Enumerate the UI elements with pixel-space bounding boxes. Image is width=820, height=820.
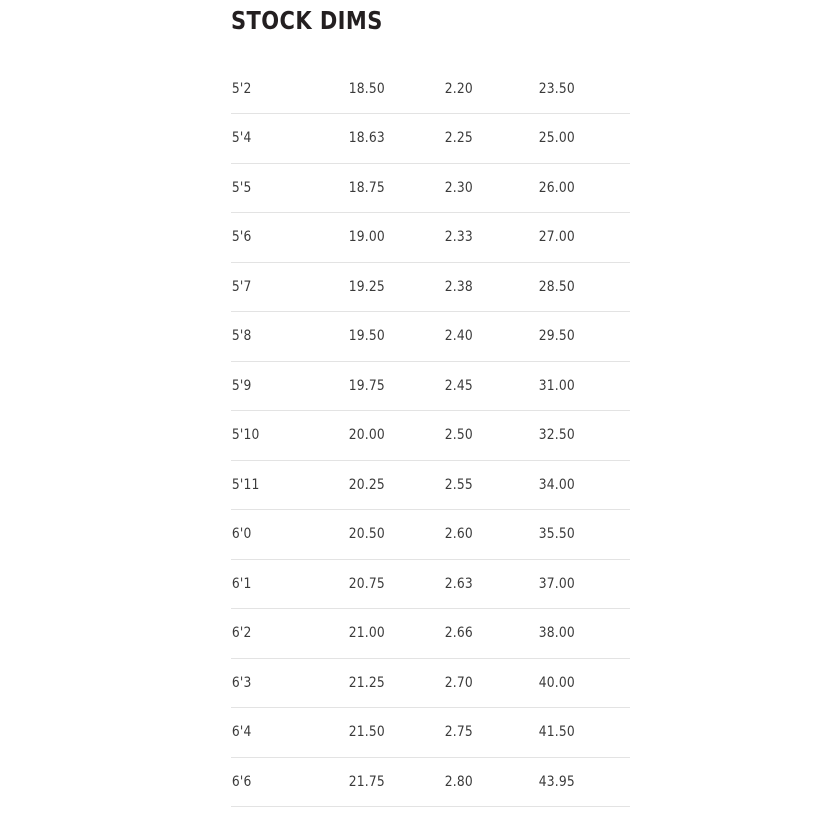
table-cell-width: 19.50 xyxy=(347,312,431,362)
table-cell-width: 20.00 xyxy=(347,411,431,461)
table-cell-width: 18.75 xyxy=(347,163,431,213)
table-row xyxy=(231,460,630,510)
table-cell-thickness: 2.30 xyxy=(443,163,526,213)
table-cell-width: 21.50 xyxy=(347,708,431,758)
table-cell-volume: 37.00 xyxy=(537,559,619,609)
table-cell-length: 6'4 xyxy=(231,708,333,758)
table-cell-volume: 28.50 xyxy=(537,262,619,312)
table-cell-volume: 23.50 xyxy=(537,64,619,114)
table-cell-thickness: 2.75 xyxy=(443,708,526,758)
table-cell-length: 5'5 xyxy=(231,163,333,213)
table-cell-volume: 26.00 xyxy=(537,163,619,213)
table-cell-thickness: 2.38 xyxy=(443,262,526,312)
table-row xyxy=(231,114,630,164)
stock-dims-table xyxy=(231,64,630,807)
table-cell-width: 21.25 xyxy=(347,658,431,708)
table-cell-thickness: 2.25 xyxy=(443,114,526,164)
table-row xyxy=(231,163,630,213)
table-row xyxy=(231,510,630,560)
table-cell-width: 20.75 xyxy=(347,559,431,609)
table-row xyxy=(231,312,630,362)
table-cell-volume: 35.50 xyxy=(537,510,619,560)
table-row xyxy=(231,658,630,708)
table-cell-volume: 25.00 xyxy=(537,114,619,164)
table-cell-thickness: 2.33 xyxy=(443,213,526,263)
table-cell-thickness: 2.60 xyxy=(443,510,526,560)
table-cell-width: 21.75 xyxy=(347,757,431,807)
table-cell-width: 21.00 xyxy=(347,609,431,659)
table-cell-volume: 43.95 xyxy=(537,757,619,807)
stock-dims-table-wrapper xyxy=(231,64,623,807)
table-cell-width: 19.00 xyxy=(347,213,431,263)
table-cell-width: 18.63 xyxy=(347,114,431,164)
stock-dims-table-body xyxy=(231,64,630,807)
table-cell-length: 5'8 xyxy=(231,312,333,362)
table-cell-thickness: 2.70 xyxy=(443,658,526,708)
table-cell-length: 5'7 xyxy=(231,262,333,312)
table-row xyxy=(231,708,630,758)
table-cell-length: 6'6 xyxy=(231,757,333,807)
table-cell-thickness: 2.50 xyxy=(443,411,526,461)
table-cell-volume: 38.00 xyxy=(537,609,619,659)
table-cell-length: 5'10 xyxy=(231,411,333,461)
table-cell-volume: 32.50 xyxy=(537,411,619,461)
table-cell-length: 5'2 xyxy=(231,64,333,114)
table-row xyxy=(231,559,630,609)
table-cell-volume: 34.00 xyxy=(537,460,619,510)
table-cell-thickness: 2.40 xyxy=(443,312,526,362)
table-cell-width: 19.75 xyxy=(347,361,431,411)
table-cell-volume: 41.50 xyxy=(537,708,619,758)
table-cell-thickness: 2.66 xyxy=(443,609,526,659)
table-cell-width: 18.50 xyxy=(347,64,431,114)
table-cell-thickness: 2.55 xyxy=(443,460,526,510)
table-row xyxy=(231,757,630,807)
table-cell-volume: 29.50 xyxy=(537,312,619,362)
table-row xyxy=(231,361,630,411)
table-cell-length: 6'0 xyxy=(231,510,333,560)
table-cell-thickness: 2.20 xyxy=(443,64,526,114)
table-cell-thickness: 2.63 xyxy=(443,559,526,609)
table-cell-volume: 40.00 xyxy=(537,658,619,708)
page-title: STOCK DIMS xyxy=(231,6,383,35)
table-cell-volume: 27.00 xyxy=(537,213,619,263)
table-cell-width: 19.25 xyxy=(347,262,431,312)
table-cell-length: 5'11 xyxy=(231,460,333,510)
table-cell-width: 20.25 xyxy=(347,460,431,510)
table-cell-length: 5'4 xyxy=(231,114,333,164)
table-cell-length: 5'6 xyxy=(231,213,333,263)
table-cell-thickness: 2.80 xyxy=(443,757,526,807)
table-row xyxy=(231,213,630,263)
table-cell-width: 20.50 xyxy=(347,510,431,560)
table-cell-length: 6'3 xyxy=(231,658,333,708)
table-row xyxy=(231,64,630,114)
table-cell-length: 6'1 xyxy=(231,559,333,609)
table-cell-volume: 31.00 xyxy=(537,361,619,411)
table-cell-length: 5'9 xyxy=(231,361,333,411)
table-row xyxy=(231,609,630,659)
table-row xyxy=(231,411,630,461)
table-row xyxy=(231,262,630,312)
table-cell-thickness: 2.45 xyxy=(443,361,526,411)
table-cell-length: 6'2 xyxy=(231,609,333,659)
